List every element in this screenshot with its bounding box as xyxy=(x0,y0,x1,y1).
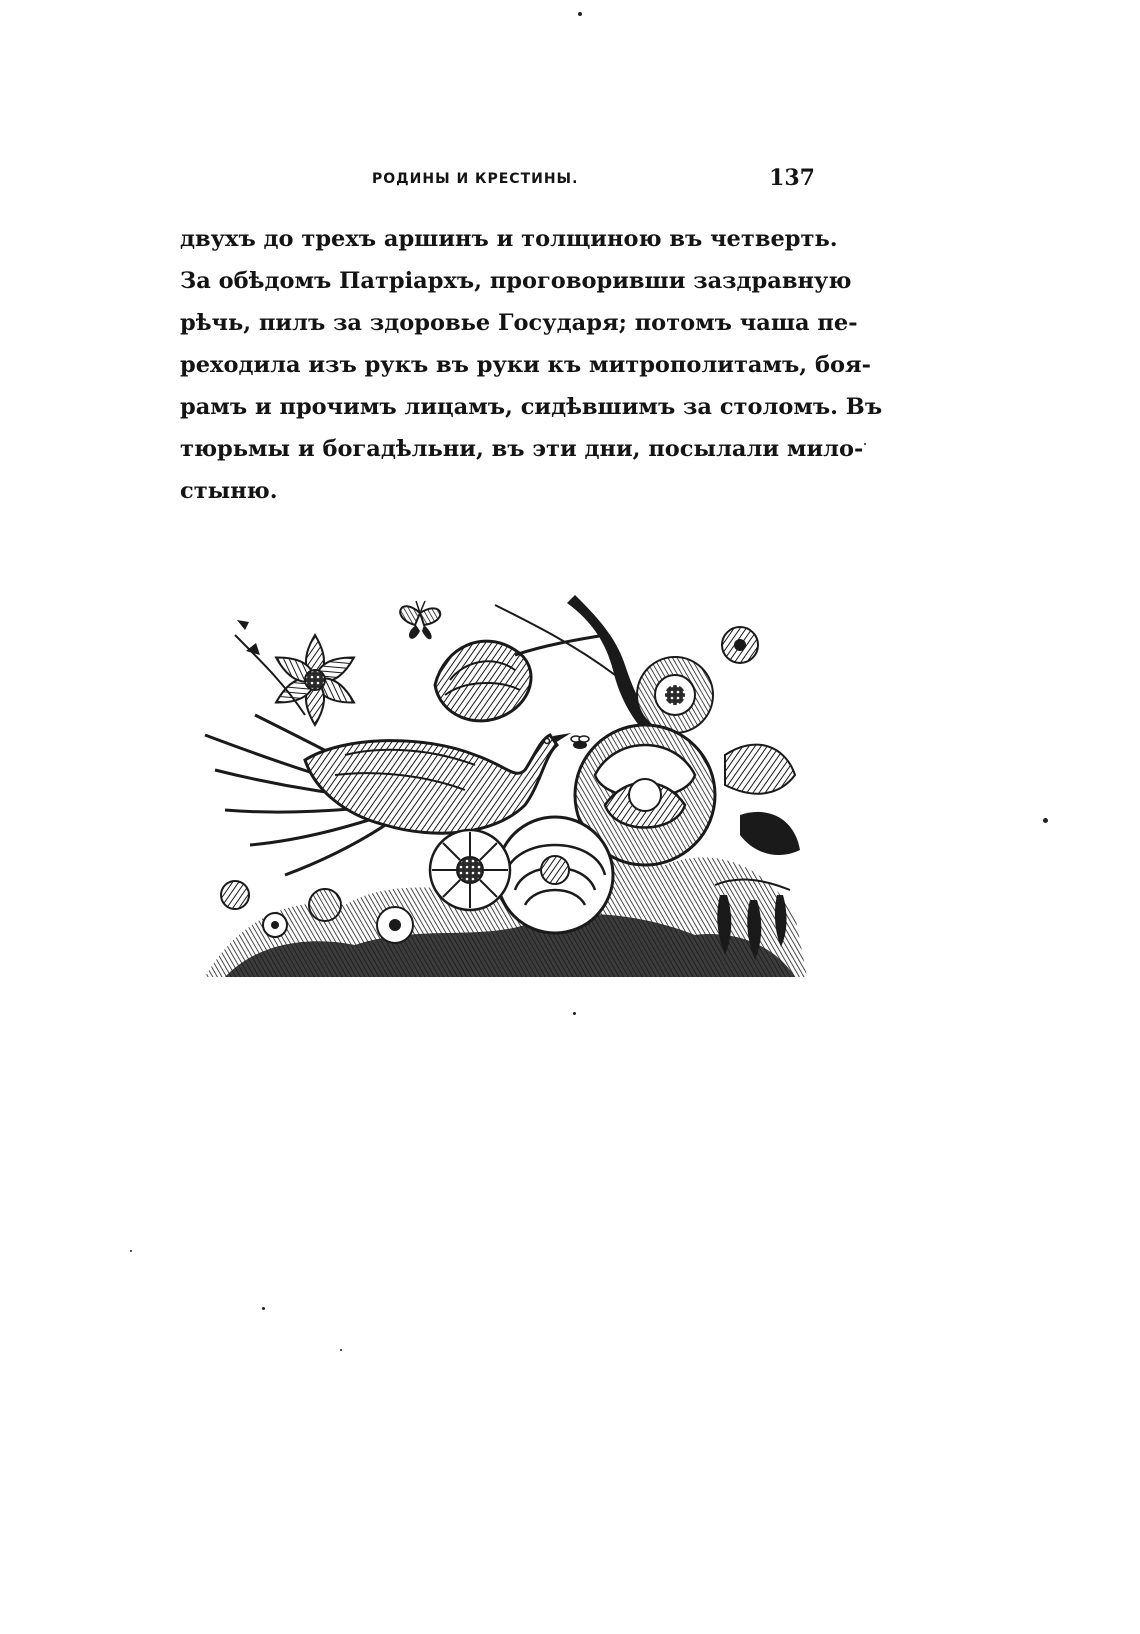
butterfly-icon xyxy=(400,601,440,639)
page-number: 137 xyxy=(769,165,815,191)
text-line-6: тюрьмы и богадѣльни, въ эти дни, посылали мило- xyxy=(180,436,864,462)
aster-icon xyxy=(637,657,713,733)
bee-icon xyxy=(571,736,589,749)
pheasant-floral-engraving xyxy=(195,595,807,977)
scan-speck xyxy=(573,1012,576,1015)
text-line-5: рамъ и прочимъ лицамъ, сидѣвшимъ за столомъ. Въ xyxy=(180,394,883,420)
small-flower-icon xyxy=(722,627,758,663)
tulip-icon xyxy=(435,635,605,721)
scan-speck xyxy=(262,1307,265,1310)
pheasant-icon xyxy=(305,733,571,833)
scan-speck xyxy=(130,1250,132,1252)
scan-speck xyxy=(340,1349,342,1351)
peony-icon xyxy=(497,817,613,933)
scan-speck xyxy=(578,12,582,16)
text-line-2: За обѣдомъ Патріархъ, проговоривши заздравную xyxy=(180,268,852,294)
body-paragraph xyxy=(180,218,883,512)
daisy-icon xyxy=(430,830,510,910)
text-line-7: стыню. xyxy=(180,478,278,504)
scan-speck xyxy=(1043,818,1048,823)
scan-speck xyxy=(864,443,866,445)
text-line-4: реходила изъ рукъ въ руки къ митрополитамъ, боя- xyxy=(180,352,871,378)
running-head xyxy=(180,165,815,195)
leaves-icon xyxy=(725,745,800,855)
left-flower-icon xyxy=(235,620,358,725)
text-line-3: рѣчь, пилъ за здоровье Государя; потомъ чаша пе- xyxy=(180,310,858,336)
woodcut-illustration xyxy=(195,595,807,977)
running-title: РОДИНЫ И КРЕСТИНЫ. xyxy=(372,171,579,187)
text-line-1: двухъ до трехъ аршинъ и толщиною въ четверть. xyxy=(180,226,838,252)
